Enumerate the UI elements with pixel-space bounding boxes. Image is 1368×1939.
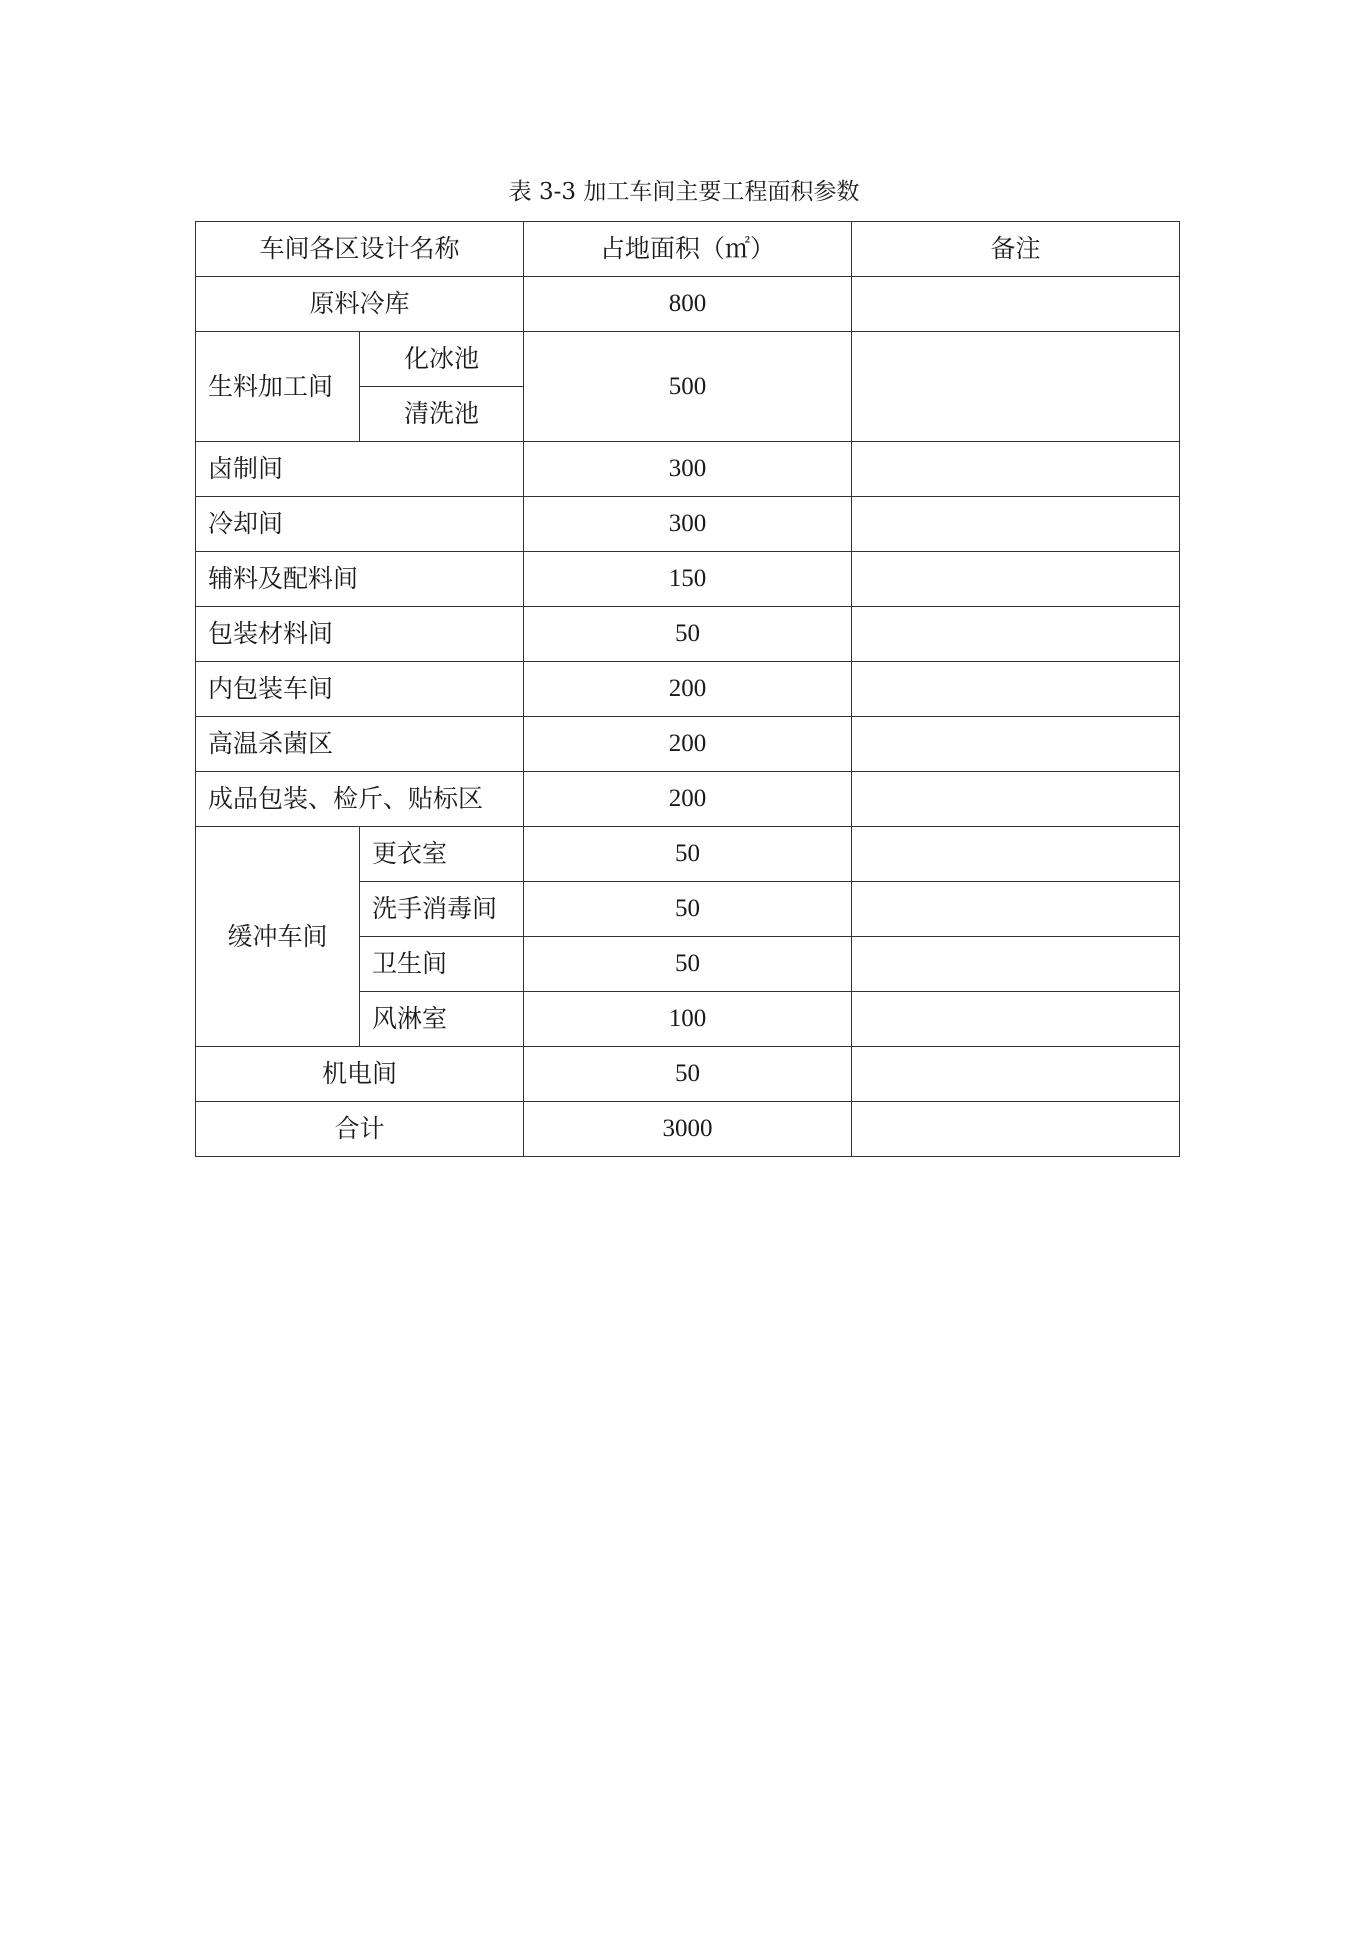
row-area: 200 xyxy=(524,717,852,772)
row-area: 100 xyxy=(524,992,852,1047)
row-area: 50 xyxy=(524,882,852,937)
row-note xyxy=(852,827,1180,882)
row-note xyxy=(852,552,1180,607)
row-area: 300 xyxy=(524,497,852,552)
row-note xyxy=(852,882,1180,937)
row-area: 50 xyxy=(524,607,852,662)
row-note xyxy=(852,662,1180,717)
row-area: 50 xyxy=(524,1047,852,1102)
row-name: 包装材料间 xyxy=(196,607,524,662)
row-area: 150 xyxy=(524,552,852,607)
total-label: 合计 xyxy=(196,1102,524,1157)
row-note xyxy=(852,992,1180,1047)
area-parameters-table xyxy=(195,221,1180,1157)
row-note xyxy=(852,772,1180,827)
table-row xyxy=(196,1047,1180,1102)
row-note xyxy=(852,442,1180,497)
table-row xyxy=(196,607,1180,662)
group-name: 生料加工间 xyxy=(196,332,360,442)
row-area: 200 xyxy=(524,662,852,717)
total-area: 3000 xyxy=(524,1102,852,1157)
row-note xyxy=(852,497,1180,552)
table-caption: 表 3-3 加工车间主要工程面积参数 xyxy=(508,179,860,205)
row-name: 高温杀菌区 xyxy=(196,717,524,772)
row-name: 机电间 xyxy=(196,1047,524,1102)
row-note xyxy=(852,717,1180,772)
row-name: 辅料及配料间 xyxy=(196,552,524,607)
group-name: 缓冲车间 xyxy=(196,827,360,1047)
sub-row-name: 更衣室 xyxy=(360,827,524,882)
row-area: 300 xyxy=(524,442,852,497)
row-area: 500 xyxy=(524,332,852,442)
header-area: 占地面积（㎡） xyxy=(524,222,852,277)
sub-row-name: 卫生间 xyxy=(360,937,524,992)
sub-row-name: 风淋室 xyxy=(360,992,524,1047)
row-area: 200 xyxy=(524,772,852,827)
row-area: 50 xyxy=(524,827,852,882)
table-row xyxy=(196,442,1180,497)
row-name: 冷却间 xyxy=(196,497,524,552)
row-note xyxy=(852,277,1180,332)
header-note: 备注 xyxy=(852,222,1180,277)
total-note xyxy=(852,1102,1180,1157)
row-note xyxy=(852,332,1180,442)
sub-row-name: 化冰池 xyxy=(360,332,524,387)
table-row xyxy=(196,662,1180,717)
row-area: 50 xyxy=(524,937,852,992)
row-note xyxy=(852,937,1180,992)
row-note xyxy=(852,607,1180,662)
row-note xyxy=(852,1047,1180,1102)
row-name: 成品包装、检斤、贴标区 xyxy=(196,772,524,827)
row-name: 内包装车间 xyxy=(196,662,524,717)
header-design-name: 车间各区设计名称 xyxy=(196,222,524,277)
table-total-row xyxy=(196,1102,1180,1157)
sub-row-name: 洗手消毒间 xyxy=(360,882,524,937)
row-area: 800 xyxy=(524,277,852,332)
table-row xyxy=(196,827,1180,882)
table-row xyxy=(196,717,1180,772)
row-name: 原料冷库 xyxy=(196,277,524,332)
table-row xyxy=(196,277,1180,332)
table-row xyxy=(196,497,1180,552)
table-row xyxy=(196,332,1180,387)
table-header-row xyxy=(196,222,1180,277)
sub-row-name: 清洗池 xyxy=(360,387,524,442)
row-name: 卤制间 xyxy=(196,442,524,497)
table-row xyxy=(196,552,1180,607)
table-row xyxy=(196,772,1180,827)
